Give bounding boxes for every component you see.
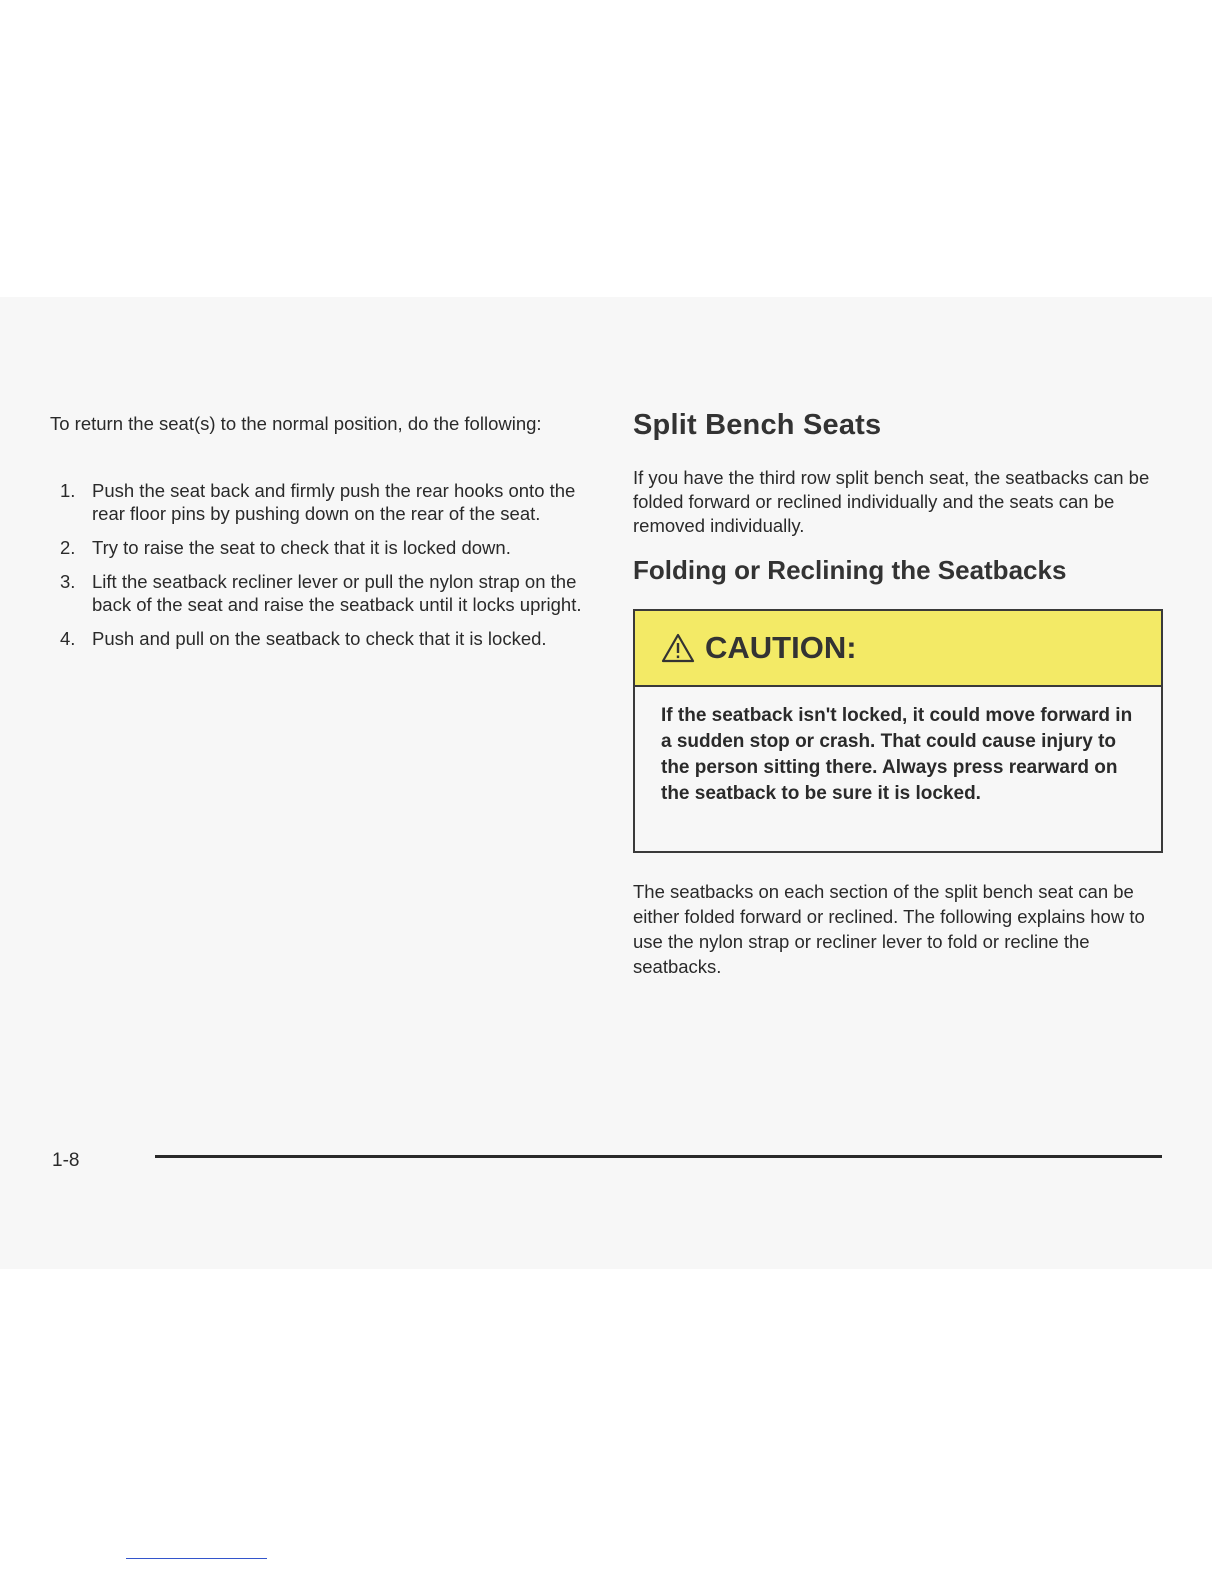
section-heading: Split Bench Seats — [633, 409, 882, 441]
step-text: Lift the seatback recliner lever or pull the nylon strap on the back of the seat and raise the seatback until it locks upright. — [92, 571, 582, 615]
list-item — [50, 479, 590, 525]
caution-box — [633, 609, 1163, 853]
step-number: 2. — [60, 537, 76, 558]
step-text: Try to raise the seat to check that it is locked down. — [92, 537, 511, 558]
intro-text: To return the seat(s) to the normal position, do the following: — [50, 413, 542, 434]
step-number: 4. — [60, 628, 76, 649]
caution-header — [635, 611, 1161, 687]
caution-title: CAUTION: — [705, 630, 857, 665]
footer-rule — [155, 1155, 1162, 1158]
step-text: Push and pull on the seatback to check that it is locked. — [92, 628, 547, 649]
page-number: 1-8 — [52, 1150, 80, 1171]
list-item — [50, 536, 590, 559]
body-paragraph: The seatbacks on each section of the split bench seat can be either folded forward or reclined. The following explains how to use the nylon strap or recliner lever to fold or recline the seatbacks. — [633, 881, 1145, 977]
step-number: 3. — [60, 571, 76, 592]
step-number: 1. — [60, 480, 76, 501]
step-text: Push the seat back and firmly push the rear hooks onto the rear floor pins by pushing down on the rear of the seat. — [92, 480, 576, 524]
intro-paragraph: If you have the third row split bench seat, the seatbacks can be folded forward or reclined individually and the seats can be removed individually. — [633, 467, 1150, 536]
link-underline — [126, 1558, 267, 1559]
list-item — [50, 570, 590, 616]
steps-list — [50, 479, 590, 661]
caution-text: If the seatback isn't locked, it could move forward in a sudden stop or crash. That could cause injury to the person sitting there. Always press rearward on the seatback to be sure it is locked. — [661, 705, 1133, 804]
list-item — [50, 627, 590, 650]
warning-triangle-icon — [661, 633, 695, 663]
subsection-heading: Folding or Reclining the Seatbacks — [633, 555, 1067, 585]
